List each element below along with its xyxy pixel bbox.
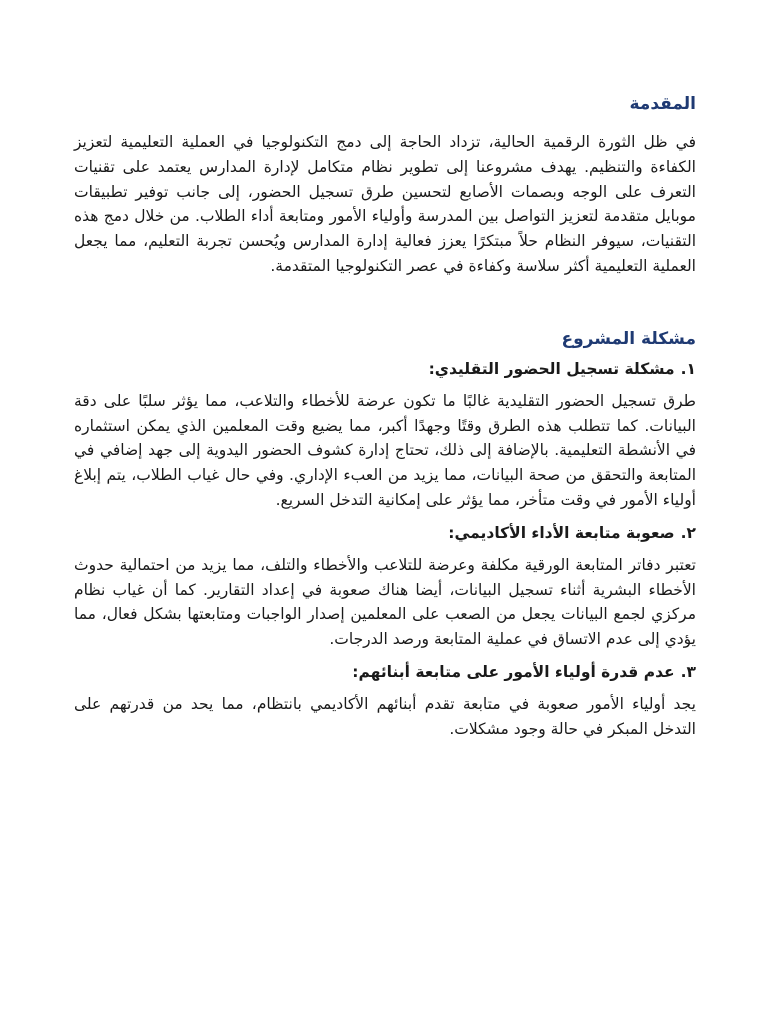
problem-item-body: تعتبر دفاتر المتابعة الورقية مكلفة وعرضة للتلاعب والأخطاء والتلف، مما يزيد من احتمالية حدوث الأخطاء البشرية أثناء تسجيل البيانات، أيضا هناك صعوبة في إعداد التقارير. كما أن غياب نظام مركزي لجمع البيانات يجعل من الصعب على المعلمين إصدار الواجبات ومتابعتها بشكل فعال، مما يؤدي إلى عدم الاتساق في عملية المتابعة ورصد الدرجات. <box>74 555 696 649</box>
problem-item-title: مشكلة تسجيل الحضور التقليدي: <box>428 359 675 378</box>
problem-item-heading <box>74 357 696 381</box>
problem-item-title: صعوبة متابعة الأداء الأكاديمي: <box>448 523 675 542</box>
intro-section <box>74 92 696 279</box>
intro-heading: المقدمة <box>629 94 696 114</box>
problem-item-body: طرق تسجيل الحضور التقليدية غالبًا ما تكون عرضة للأخطاء والتلاعب، مما يؤثر سلبًا على دقة البيانات. كما تتطلب هذه الطرق وقتًا وجهدًا أكبر، مما يضيع وقت المعلمين الذي يمكن استثماره في الأنشطة التعليمية. بالإضافة إلى ذلك، تحتاج إدارة كشوف الحضور اليدوية إلى جهد إضافي في المتابعة والتحقق من صحة البيانات، مما يزيد من العبء الإداري. وفي حال غياب الطلاب، يتم إبلاغ أولياء الأمور في وقت متأخر، مما يؤثر على إمكانية التدخل السريع. <box>74 391 696 509</box>
intro-paragraph: في ظل الثورة الرقمية الحالية، تزداد الحاجة إلى دمج التكنولوجيا في العملية التعليمية لتعزيز الكفاءة والتنظيم. يهدف مشروعنا إلى تطوير نظام متكامل لإدارة المدارس يعتمد على تقنيات التعرف على الوجه وبصمات الأصابع لتحسين طرق تسجيل الحضور، إلى جانب توفير تطبيقات موبايل متقدمة لتعزيز التواصل بين المدرسة وأولياء الأمور ومتابعة أداء الطلاب. من خلال دمج هذه التقنيات، سيوفر النظام حلاً مبتكرًا يعزز فعالية إدارة المدارس ويُحسن تجربة التعليم، مما يجعل العملية التعليمية أكثر سلاسة وكفاءة في عصر التكنولوجيا المتقدمة. <box>74 133 696 275</box>
problem-item-title: عدم قدرة أولياء الأمور على متابعة أبنائهم: <box>352 662 675 681</box>
problem-heading: مشكلة المشروع <box>561 328 696 349</box>
problem-item-attendance <box>74 357 696 513</box>
problem-item-academic <box>74 521 696 652</box>
problem-section <box>74 327 696 742</box>
problem-item-number: ٣. <box>680 662 696 681</box>
problem-item-parents <box>74 660 696 742</box>
problem-item-heading <box>74 660 696 684</box>
problem-item-body: يجد أولياء الأمور صعوبة في متابعة تقدم أبنائهم الأكاديمي بانتظام، مما يحد من قدرتهم على التدخل المبكر في حالة وجود مشكلات. <box>74 694 696 738</box>
problem-item-number: ١. <box>680 359 696 378</box>
problem-item-heading <box>74 521 696 545</box>
problem-item-number: ٢. <box>680 523 696 542</box>
